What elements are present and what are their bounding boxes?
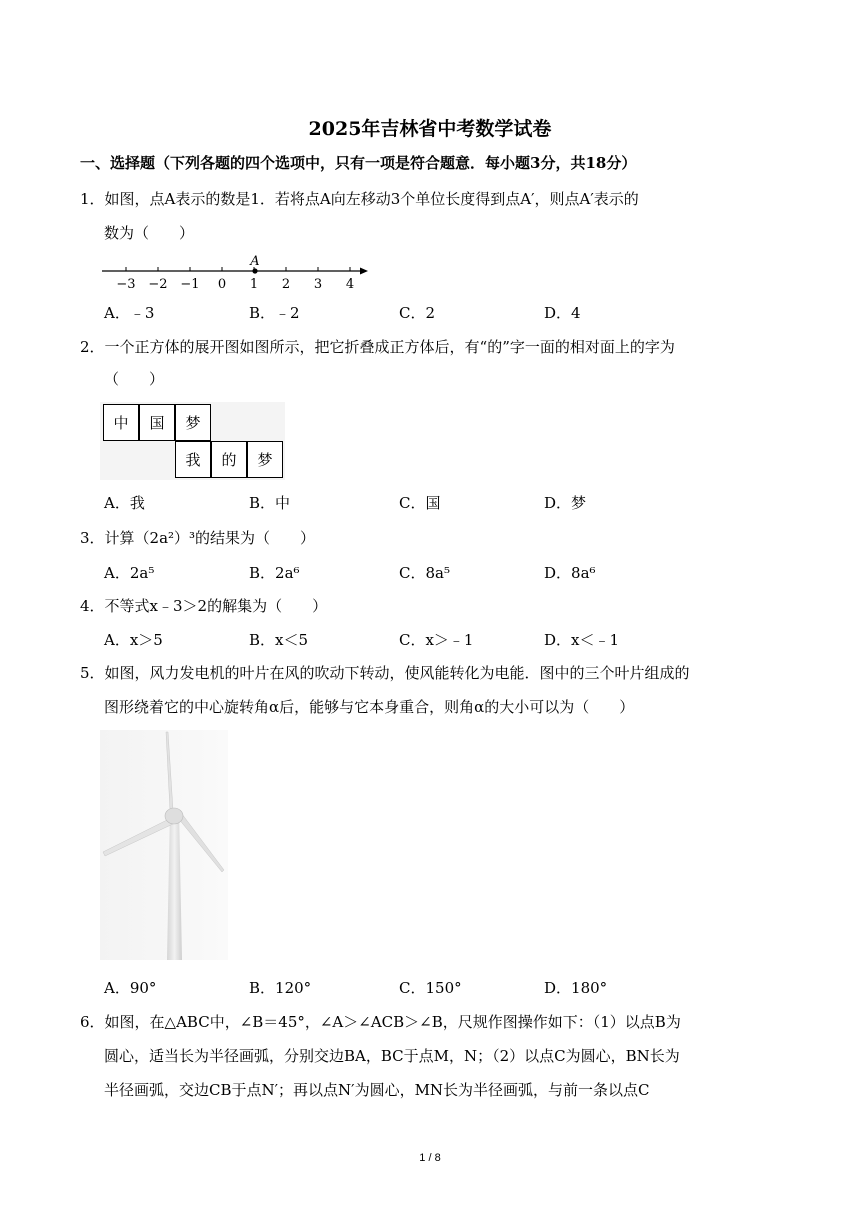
- q1-option-b[interactable]: B．﹣2: [249, 304, 300, 322]
- page-number: 1 / 8: [419, 1152, 441, 1164]
- q1-stem-line1: 1．如图，点A表示的数是1．若将点A向左移动3个单位长度得到点A′，则点A′表示的: [80, 190, 639, 208]
- q5-option-c[interactable]: C．150°: [399, 979, 462, 997]
- net-cell: 国: [139, 404, 175, 441]
- q4-option-a[interactable]: A．x＞5: [104, 631, 163, 649]
- q6-stem-line1: 6．如图，在△ABC中，∠B＝45°，∠A＞∠ACB＞∠B，尺规作图操作如下：（1）以点B为: [80, 1013, 681, 1031]
- q3-option-b[interactable]: B．2a⁶: [249, 564, 300, 582]
- net-cell: 中: [103, 404, 139, 441]
- q1-option-a[interactable]: A．﹣3: [104, 304, 155, 322]
- turbine-hub: [165, 808, 183, 824]
- q5-stem-line2: 图形绕着它的中心旋转角α后，能够与它本身重合，则角α的大小可以为（ ）: [104, 698, 635, 716]
- q3-stem: 3．计算（2a²）³的结果为（ ）: [80, 529, 316, 547]
- net-cell: 我: [175, 441, 211, 478]
- number-line-arrow: [360, 268, 368, 275]
- q3-option-a[interactable]: A．2a⁵: [104, 564, 155, 582]
- q1-option-d[interactable]: D．4: [544, 304, 581, 322]
- q2-stem-line1: 2．一个正方体的展开图如图所示，把它折叠成正方体后，有“的”字一面的相对面上的字为: [80, 338, 675, 356]
- q4-stem: 4．不等式x﹣3＞2的解集为（ ）: [80, 597, 328, 615]
- q6-stem-line2: 圆心，适当长为半径画弧，分别交边BA，BC于点M，N；（2）以点C为圆心，BN长为: [104, 1047, 680, 1065]
- axis-tick-label: −3: [116, 277, 136, 292]
- q2-stem-line2: （ ）: [104, 370, 165, 388]
- point-a-marker: [252, 268, 257, 273]
- axis-tick-label: 0: [217, 277, 227, 292]
- q4-option-b[interactable]: B．x＜5: [249, 631, 309, 649]
- axis-tick-label: 4: [345, 277, 355, 292]
- axis-tick-label: −2: [148, 277, 168, 292]
- q3-option-d[interactable]: D．8a⁶: [544, 564, 596, 582]
- q1-stem-line2: 数为（ ）: [104, 224, 195, 242]
- q3-option-c[interactable]: C．8a⁵: [399, 564, 450, 582]
- q5-option-b[interactable]: B．120°: [249, 979, 312, 997]
- q5-option-d[interactable]: D．180°: [544, 979, 608, 997]
- q4-option-c[interactable]: C．x＞﹣1: [399, 631, 474, 649]
- q2-option-c[interactable]: C．国: [399, 494, 441, 512]
- page-title: 2025年吉林省中考数学试卷: [308, 118, 552, 140]
- net-cell: 梦: [247, 441, 283, 478]
- axis-tick-label: 3: [313, 277, 323, 292]
- cube-net-figure: [100, 402, 285, 480]
- q1-option-c[interactable]: C．2: [399, 304, 436, 322]
- point-a-label: A: [250, 254, 260, 269]
- net-cell: 的: [211, 441, 247, 478]
- q2-option-a[interactable]: A．我: [104, 494, 145, 512]
- q2-option-d[interactable]: D．梦: [544, 494, 587, 512]
- axis-tick-label: 1: [249, 277, 259, 292]
- wind-turbine-image: [100, 730, 228, 960]
- section-heading: 一、选择题（下列各题的四个选项中，只有一项是符合题意．每小题3分，共18分）: [80, 154, 637, 172]
- q5-stem-line1: 5．如图，风力发电机的叶片在风的吹动下转动，使风能转化为电能．图中的三个叶片组成的: [80, 664, 690, 682]
- axis-tick-label: −1: [180, 277, 200, 292]
- q6-stem-line3: 半径画弧，交边CB于点N′；再以点N′为圆心，MN长为半径画弧，与前一条以点C: [104, 1081, 650, 1099]
- q5-option-a[interactable]: A．90°: [104, 979, 157, 997]
- q4-option-d[interactable]: D．x＜﹣1: [544, 631, 620, 649]
- number-line-figure: [100, 250, 375, 296]
- axis-tick-label: 2: [281, 277, 291, 292]
- q2-option-b[interactable]: B．中: [249, 494, 291, 512]
- net-cell: 梦: [175, 404, 211, 441]
